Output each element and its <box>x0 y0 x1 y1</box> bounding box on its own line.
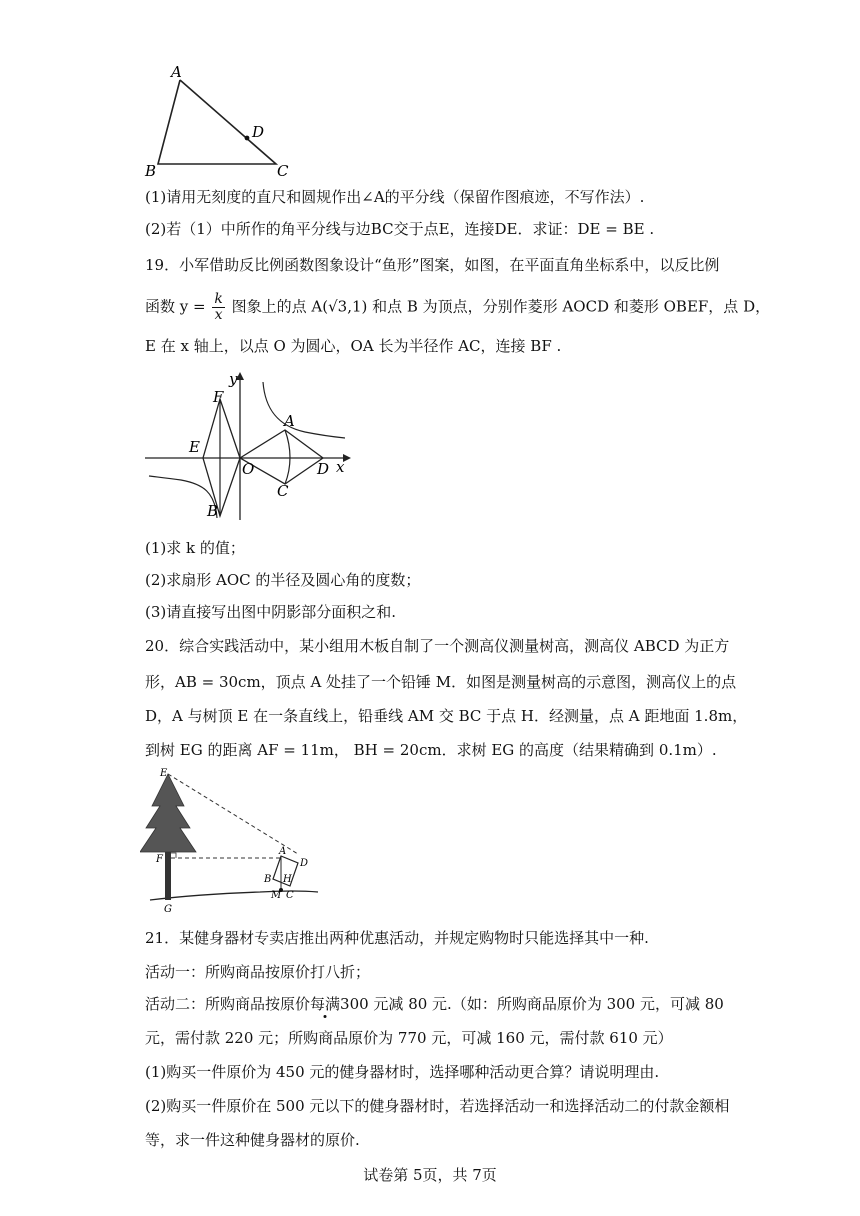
q21-line3 <box>145 994 724 1014</box>
q19-sub1: (1)求 k 的值； <box>145 539 245 557</box>
label-e: E <box>189 438 200 456</box>
q21-line1: 21．某健身器材专卖店推出两种优惠活动，并规定购物时只能选择其中一种. <box>145 929 649 947</box>
q21-line3a: 活动二：所购商品按原价 <box>145 995 311 1013</box>
label-c: C <box>277 482 289 500</box>
label-h: H <box>283 874 292 885</box>
frac-den: x <box>214 307 223 323</box>
label-b: B <box>207 502 219 520</box>
q19-line2b: 图象上的点 A(√3,1) 和点 B 为顶点，分别作菱形 AOCD 和菱形 OBEF，点 D， <box>231 297 771 316</box>
q18-part1: (1)请用无刻度的直尺和圆规作出∠A的平分线（保留作图痕迹，不写作法）. <box>145 188 645 206</box>
fish-pattern-figure <box>145 368 360 524</box>
frac-num: k <box>214 291 223 307</box>
label-f: F <box>213 388 224 406</box>
label-b: B <box>264 874 272 885</box>
label-a: A <box>279 846 287 857</box>
label-a: A <box>171 63 182 81</box>
q21-line3b: 300 元减 80 元.（如：所购商品原价为 300 元，可减 80 <box>340 995 724 1013</box>
q19-line1: 19．小军借助反比例函数图象设计“鱼形”图案，如图，在平面直角坐标系中，以反比例 <box>145 256 720 274</box>
q20-line3: D，A 与树顶 E 在一条直线上，铅垂线 AM 交 BC 于点 H．经测量，点 A 距地面 1.8m， <box>145 707 748 725</box>
label-b: B <box>145 162 157 180</box>
label-g: G <box>164 904 172 915</box>
q19-line2 <box>145 292 770 323</box>
q19-line2a: 函数 y = <box>145 297 206 316</box>
q20-line2: 形，AB = 30cm，顶点 A 处挂了一个铅锤 M．如图是测量树高的示意图，测高仪上的点 <box>145 673 737 691</box>
fraction-k-over-x <box>212 292 224 323</box>
q18-part2: (2)若（1）中所作的角平分线与边BC交于点E，连接DE．求证：DE = BE . <box>145 220 655 238</box>
label-y: y <box>229 370 238 388</box>
label-d: D <box>300 858 309 869</box>
q21-sub1: (1)购买一件原价为 450 元的健身器材时，选择哪种活动更合算？请说明理由. <box>145 1063 660 1081</box>
q21-line2: 活动一：所购商品按原价打八折； <box>145 963 371 981</box>
label-d: D <box>252 123 265 141</box>
q19-sub3: (3)请直接写出图中阴影部分面积之和. <box>145 603 397 621</box>
label-o: O <box>242 460 255 478</box>
label-f: F <box>156 854 163 865</box>
q19-line3: E 在 x 轴上，以点 O 为圆心，OA 长为半径作 AC，连接 BF . <box>145 337 562 355</box>
emphasis-each-full: 每满 <box>310 995 341 1013</box>
label-x: x <box>336 458 345 476</box>
q21-sub2a: (2)购买一件原价在 500 元以下的健身器材时，若选择活动一和选择活动二的付款金额相 <box>145 1097 730 1115</box>
label-c: C <box>277 162 289 180</box>
label-c: C <box>286 890 294 901</box>
q21-sub2b: 等，求一件这种健身器材的原价. <box>145 1131 360 1149</box>
q19-sub2: (2)求扇形 AOC 的半径及圆心角的度数； <box>145 571 421 589</box>
label-d: D <box>317 460 330 478</box>
triangle-abc-figure <box>140 60 300 180</box>
label-e: E <box>160 768 168 779</box>
page-footer: 试卷第 5页，共 7页 <box>363 1166 497 1184</box>
q20-line1: 20．综合实践活动中，某小组用木板自制了一个测高仪测量树高，测高仪 ABCD 为正方 <box>145 637 730 655</box>
tree-measurement-figure <box>140 766 325 918</box>
q21-line4: 元，需付款 220 元；所购商品原价为 770 元，可减 160 元，需付款 610 元） <box>145 1029 673 1047</box>
label-a: A <box>284 412 295 430</box>
q20-line4: 到树 EG 的距离 AF = 11m， BH = 20cm．求树 EG 的高度（结果精确到 0.1m）. <box>145 741 717 759</box>
label-m: M <box>271 890 282 901</box>
